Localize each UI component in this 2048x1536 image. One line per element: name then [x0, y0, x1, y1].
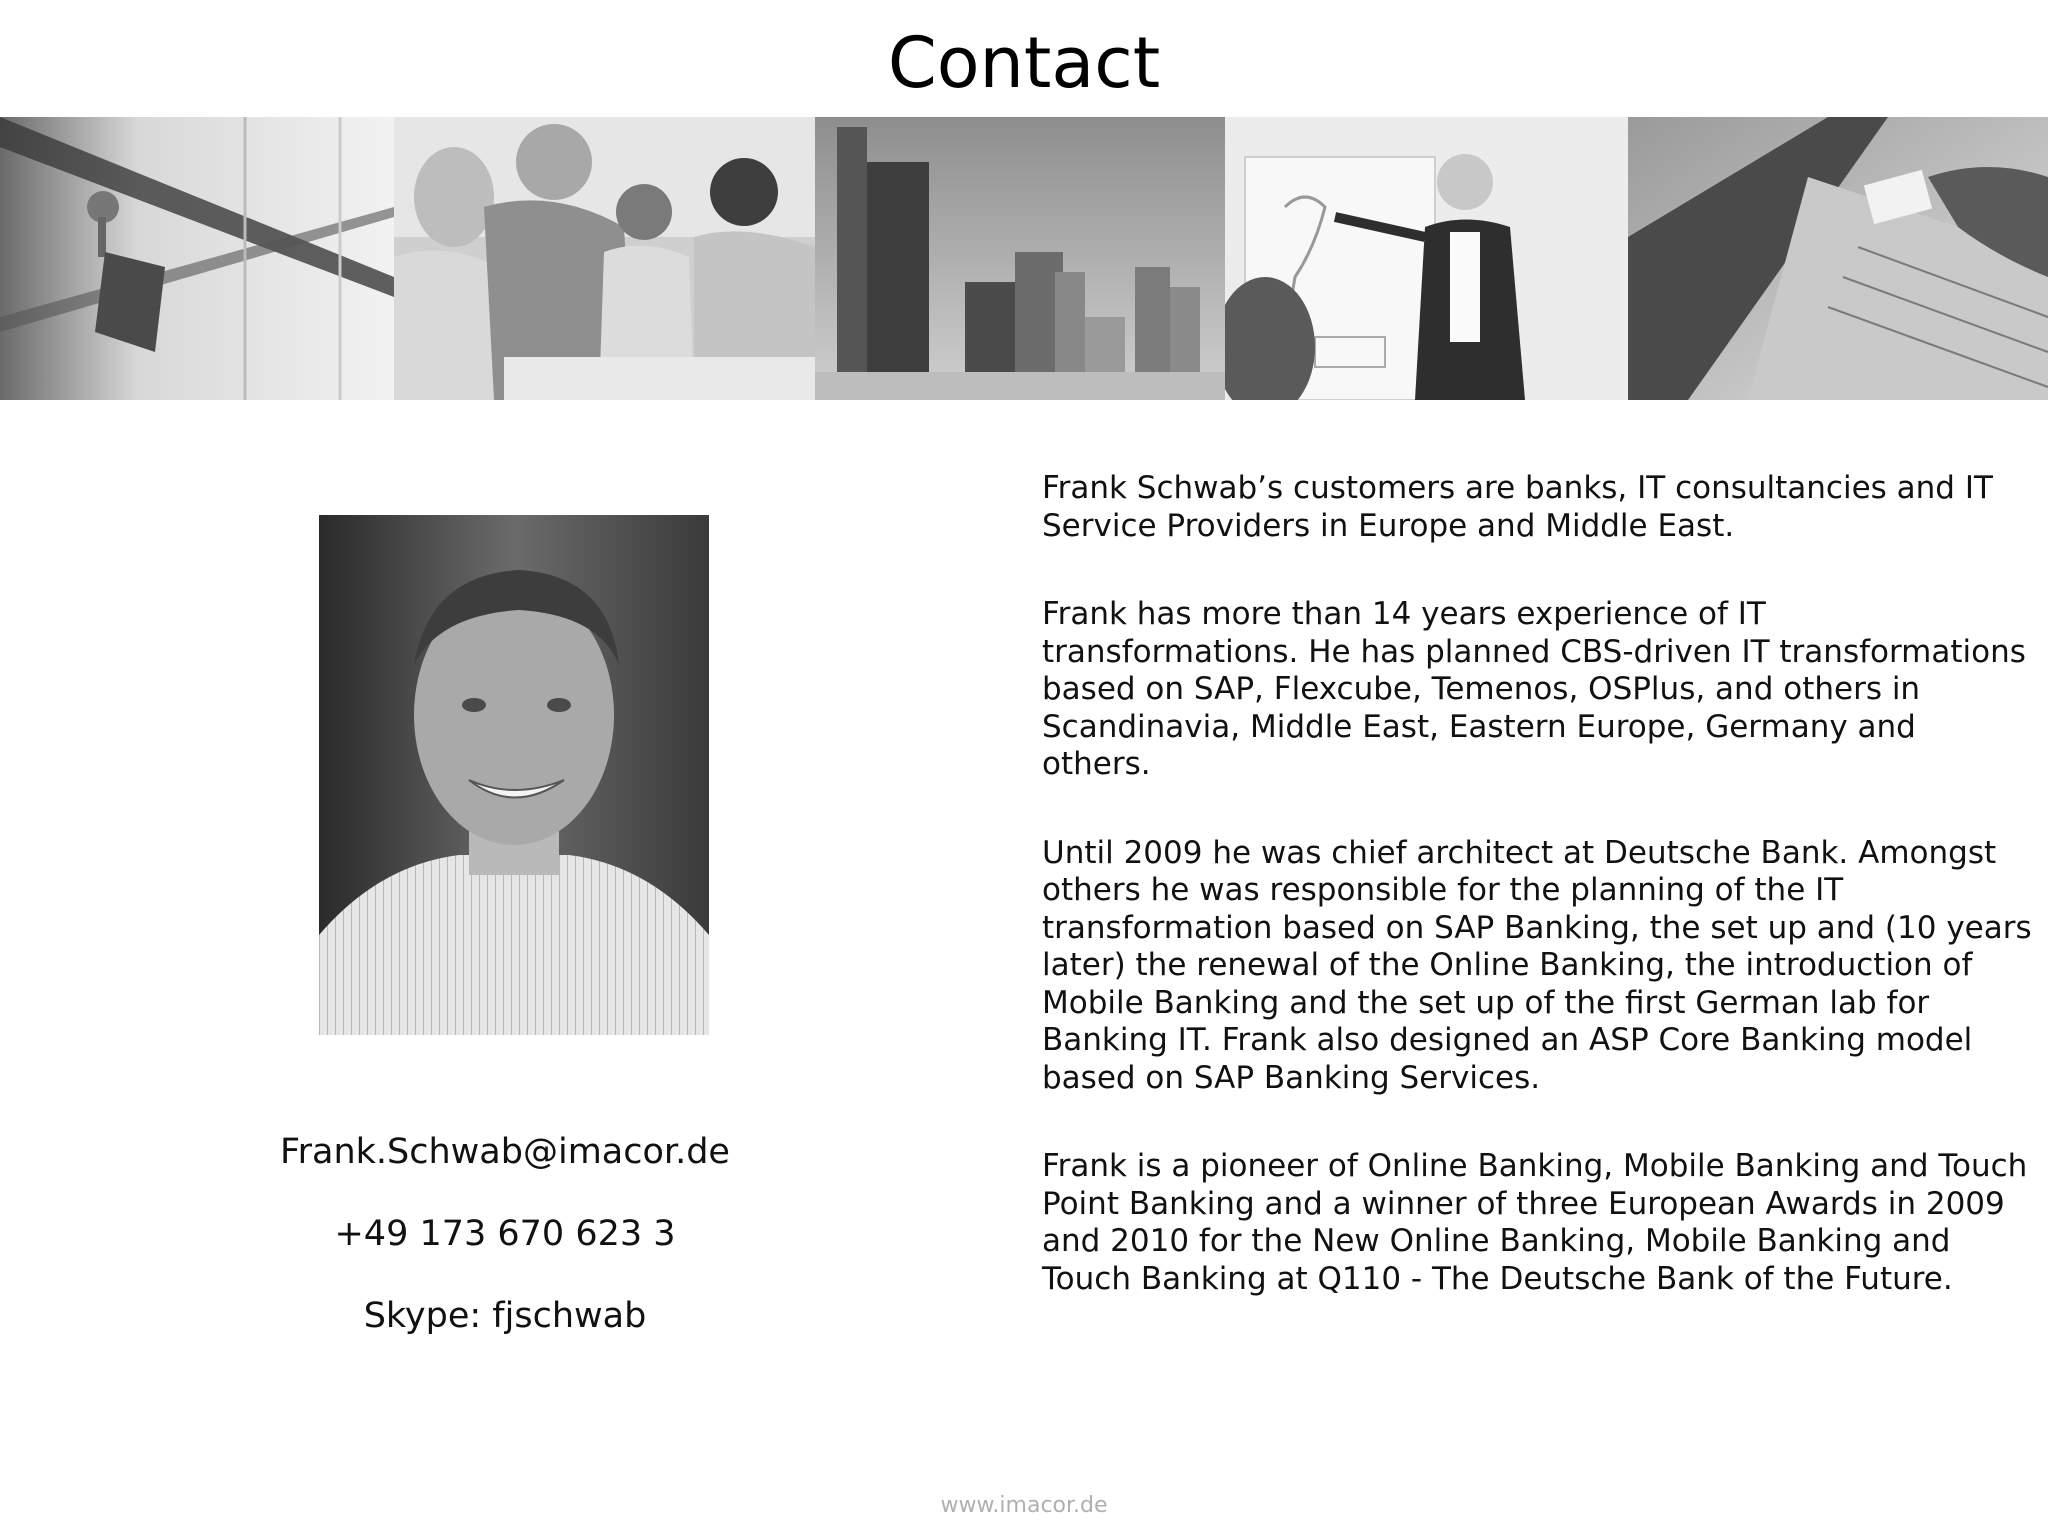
presenter-flipchart-photo — [1225, 117, 1628, 400]
bio-paragraph: Until 2009 he was chief architect at Deutsche Bank. Amongst others he was responsible for the planning of the IT transformation based on SAP Banking, the set up and (10 years later) the renewal of the Online Banking, the introduction of Mobile Banking and the set up of the first German lab for Banking IT. Frank also designed an ASP Core Banking model based on SAP Banking Services. — [1042, 834, 2032, 1096]
page-title: Contact — [887, 22, 1161, 104]
footer-url[interactable]: www.imacor.de — [940, 1493, 1108, 1518]
laptop-typing-photo — [1628, 117, 2048, 400]
business-meeting-photo — [394, 117, 815, 400]
contact-info — [220, 1130, 790, 1376]
locker-key-photo — [0, 117, 394, 400]
biography — [1042, 470, 2032, 1349]
bio-paragraph: Frank has more than 14 years experience of IT transformations. He has planned CBS-driven IT transformations based on SAP, Flexcube, Temenos, OSPlus, and others in Scandinavia, Middle East, Eastern Europe, Germany and others. — [1042, 596, 2026, 782]
bio-paragraph: Frank is a pioneer of Online Banking, Mobile Banking and Touch Point Banking and a winner of three European Awards in 2009 and 2010 for the New Online Banking, Mobile Banking and Touch Banking at Q110 - The Deutsche Bank of the Future. — [1042, 1148, 2028, 1297]
skyscrapers-photo — [815, 117, 1225, 400]
bio-paragraph: Frank Schwab’s customers are banks, IT consultancies and IT Service Providers in Europe and Middle East. — [1042, 470, 1993, 544]
skype-handle: Skype: fjschwab — [363, 1296, 647, 1336]
email-address[interactable]: Frank.Schwab@imacor.de — [280, 1132, 730, 1172]
portrait-photo — [319, 515, 709, 1035]
photo-banner — [0, 117, 2048, 400]
phone-number[interactable]: +49 173 670 623 3 — [334, 1214, 676, 1254]
